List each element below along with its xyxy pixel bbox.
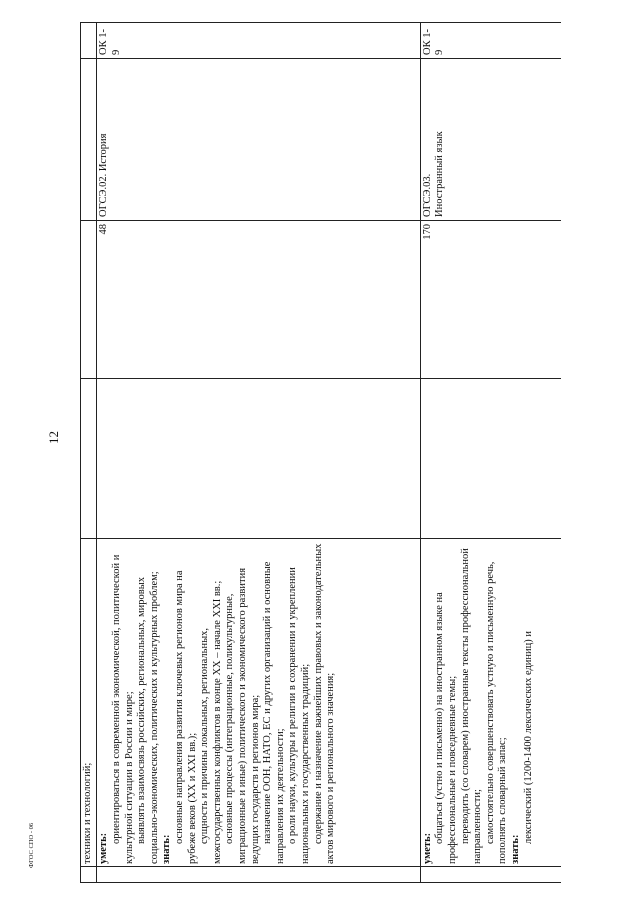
umet-label: уметь:: [421, 832, 433, 864]
znat-label: знать:: [510, 834, 522, 864]
knowledge-item: назначение ООН, НАТО, ЕС и других организаций и основные направления их деятельности;: [262, 561, 286, 864]
page-number: 12: [46, 431, 61, 444]
hours-cell: 170: [420, 221, 561, 379]
table-cell-empty: [81, 867, 97, 883]
skill-item: общаться (устно и письменно) на иностранном языке на профессиональные и повседневные темы;: [434, 592, 459, 864]
hours-cell: 48: [97, 221, 420, 379]
skill-item: выявлять взаимосвязь российских, региональных, мировых социально-экономических, политических и культурных проблем;: [136, 571, 160, 864]
table-row: [97, 23, 420, 883]
umet-label: уметь:: [98, 832, 110, 864]
knowledge-item: лексический (1200-1400 лексических единиц) и: [522, 630, 534, 844]
table-cell-empty: [97, 867, 420, 883]
table-row: [420, 23, 561, 883]
table-cell-empty: [420, 867, 561, 883]
curriculum-table: [80, 22, 562, 883]
knowledge-item: о роли науки, культуры и религии в сохранении и укреплении национальных и государственных традиций;: [287, 567, 311, 864]
table-cell-empty: [81, 23, 97, 59]
rotated-table-wrapper: [80, 23, 562, 883]
knowledge-item: основные процессы (интеграционные, поликультурные, миграционные и иные) политического и экономического развития ведущих государств и регионов мира;: [224, 567, 261, 864]
table-cell-empty: [81, 379, 97, 539]
skill-item: ориентироваться в современной экономической, политической и культурной ситуации в России и мире;: [111, 554, 135, 864]
footer-code: ФГОС СПО - 06: [28, 822, 35, 868]
skills-cell: [97, 539, 420, 867]
continuation-cell: техники и технологий;: [81, 539, 97, 867]
discipline-cell: ОГСЭ.02. История: [97, 59, 420, 221]
table-cell-empty: [81, 221, 97, 379]
knowledge-item: основные направления развития ключевых регионов мира на рубеже веков (XX и XXI вв.);: [174, 570, 198, 864]
znat-label: знать:: [161, 834, 173, 864]
discipline-code: ОГСЭ.03.: [421, 173, 433, 217]
table-row: [81, 23, 97, 883]
competencies-cell: ОК 1-9: [97, 23, 420, 59]
skill-item: переводить (со словарем) иностранные тексты профессиональной направленности;: [459, 548, 484, 864]
skill-item: самостоятельно совершенствовать устную и письменную речь, пополнять словарный запас;: [484, 561, 509, 864]
table-cell-empty: [420, 379, 561, 539]
table-cell-empty: [81, 59, 97, 221]
competencies-cell: ОК 1-9: [420, 23, 561, 59]
knowledge-item: сущность и причины локальных, региональных, межгосударственных конфликтов в конце XX – начале XXI вв.;: [199, 580, 223, 864]
discipline-name: Иностранный язык: [434, 131, 446, 217]
table-cell-empty: [97, 379, 420, 539]
skills-cell: [420, 539, 561, 867]
knowledge-item: содержание и назначение важнейших правовых и законодательных актов мирового и регионального значения;: [312, 543, 337, 864]
discipline-cell: [420, 59, 561, 221]
